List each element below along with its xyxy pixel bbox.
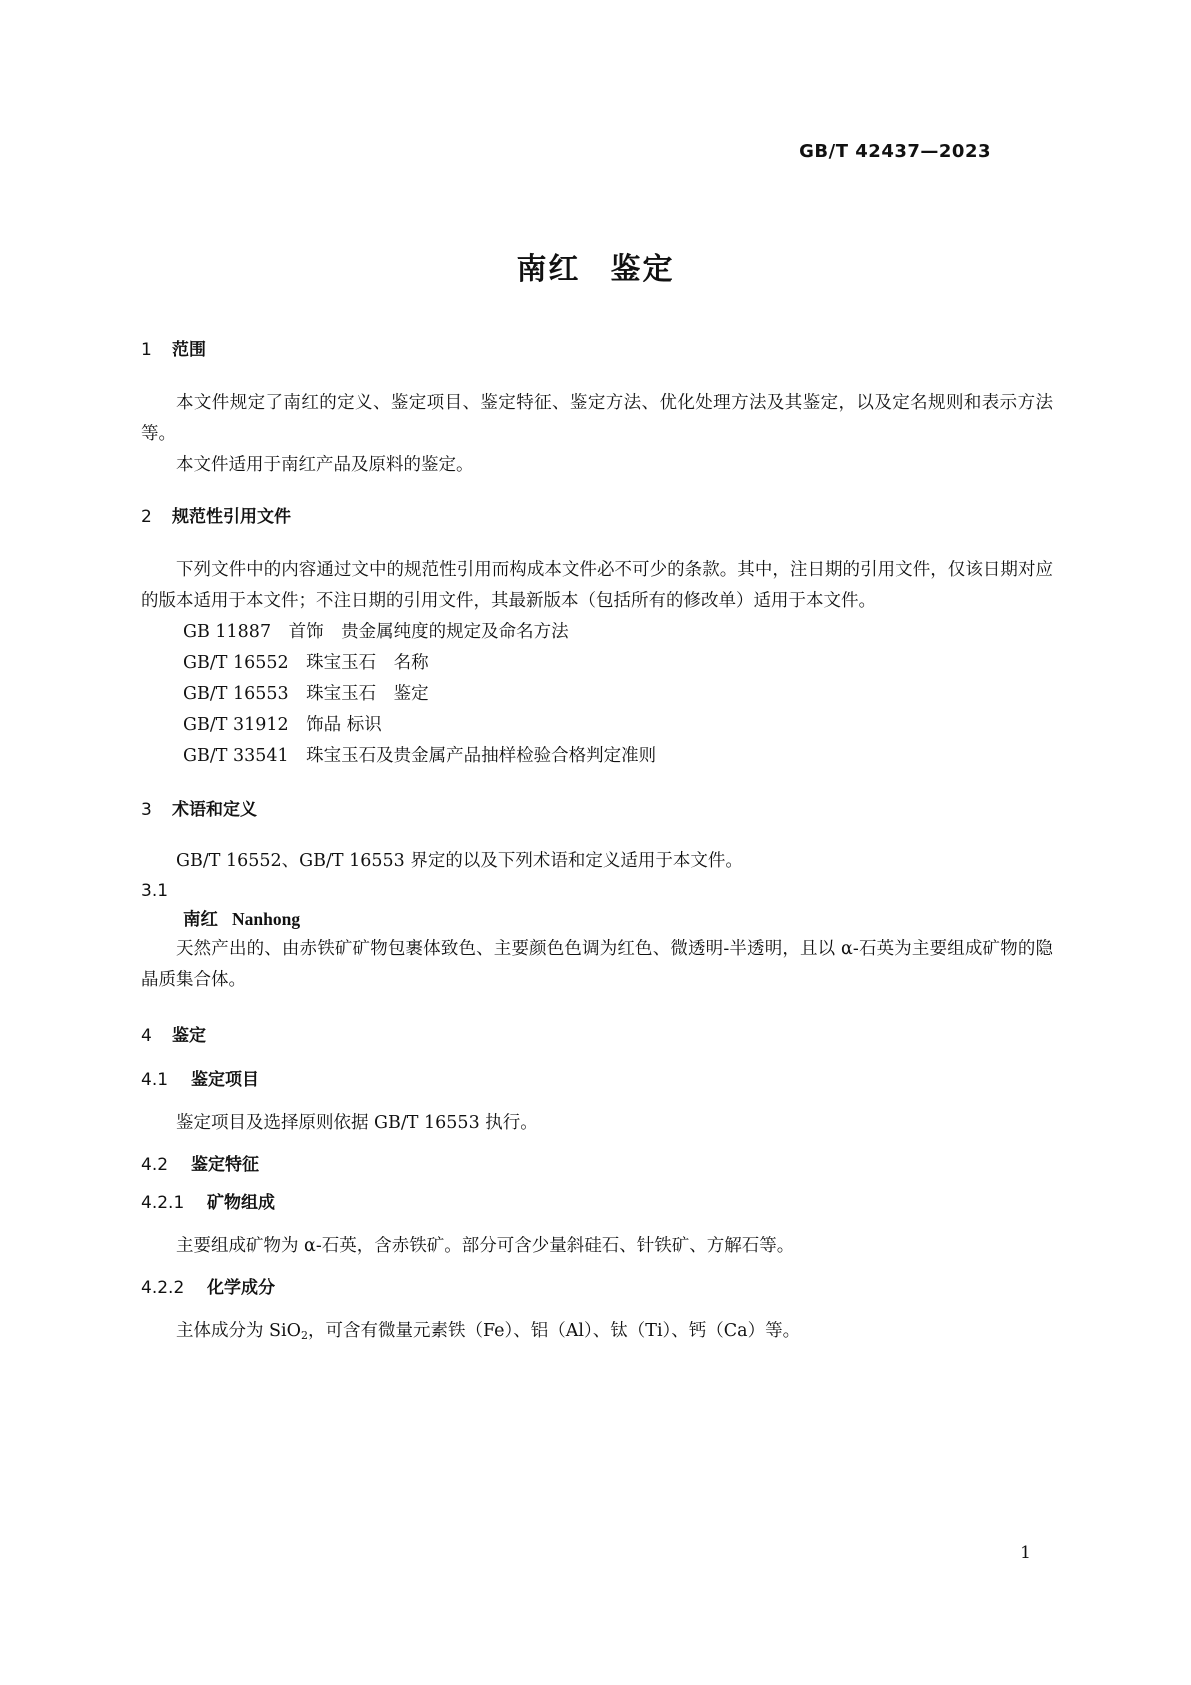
section-title: 鉴定项目 <box>191 1070 259 1090</box>
title-part-2: 鉴定 <box>610 252 675 287</box>
section-4-1-heading <box>141 1068 1053 1092</box>
section-number: 4.2.1 <box>141 1193 185 1213</box>
section-4-heading <box>141 1024 1053 1048</box>
section-title: 化学成分 <box>207 1278 275 1298</box>
section-title: 规范性引用文件 <box>172 507 291 527</box>
section-number: 4.2.2 <box>141 1278 185 1298</box>
page-number: 1 <box>1020 1543 1031 1563</box>
section-title: 矿物组成 <box>207 1193 275 1213</box>
reference-item: GB/T 33541 珠宝玉石及贵金属产品抽样检验合格判定准则 <box>183 746 657 766</box>
document-title <box>0 244 1191 288</box>
chemical-text-b: ，可含有微量元素铁（Fe）、铝（Al）、钛（Ti）、钙（Ca）等。 <box>308 1321 801 1341</box>
section-3-paragraph-1: GB/T 16552、GB/T 16553 界定的以及下列术语和定义适用于本文件。 <box>176 851 743 871</box>
section-4-1-paragraph: 鉴定项目及选择原则依据 GB/T 16553 执行。 <box>176 1113 538 1133</box>
reference-item: GB 11887 首饰 贵金属纯度的规定及命名方法 <box>183 622 569 642</box>
section-number: 4.1 <box>141 1070 169 1090</box>
section-4-2-1-heading <box>141 1191 1053 1215</box>
section-3-heading <box>141 798 1053 822</box>
term-english: Nanhong <box>232 909 301 929</box>
term-definition: 天然产出的、由赤铁矿矿物包裹体致色、主要颜色色调为红色、微透明-半透明，且以 α-石英为主要组成矿物的隐晶质集合体。 <box>141 939 1053 990</box>
reference-item: GB/T 16552 珠宝玉石 名称 <box>183 653 429 673</box>
section-4-2-heading <box>141 1153 1053 1177</box>
document-code: GB/T 42437—2023 <box>799 141 991 162</box>
section-4-2-1-paragraph: 主要组成矿物为 α-石英，含赤铁矿。部分可含少量斜硅石、针铁矿、方解石等。 <box>176 1236 795 1256</box>
section-title: 鉴定特征 <box>191 1155 259 1175</box>
section-4-2-2-paragraph <box>141 1316 1053 1351</box>
term-heading <box>141 905 1053 934</box>
section-title: 术语和定义 <box>172 800 257 820</box>
section-number: 4 <box>141 1026 152 1046</box>
section-number: 1 <box>141 340 152 360</box>
section-1-paragraph-1: 本文件规定了南红的定义、鉴定项目、鉴定特征、鉴定方法、优化处理方法及其鉴定，以及定名规则和表示方法等。 <box>141 393 1053 444</box>
term-chinese: 南红 <box>183 910 218 930</box>
term-number: 3.1 <box>141 881 169 901</box>
section-title: 范围 <box>172 340 206 360</box>
section-1-paragraph-2: 本文件适用于南红产品及原料的鉴定。 <box>176 455 474 475</box>
title-part-1: 南红 <box>516 252 581 287</box>
section-number: 4.2 <box>141 1155 169 1175</box>
section-1-heading <box>141 338 1053 362</box>
reference-item: GB/T 16553 珠宝玉石 鉴定 <box>183 684 429 704</box>
section-2-paragraph-1: 下列文件中的内容通过文中的规范性引用而构成本文件必不可少的条款。其中，注日期的引用文件，仅该日期对应的版本适用于本文件；不注日期的引用文件，其最新版本（包括所有的修改单）适用于本文件。 <box>141 560 1053 611</box>
subscript-2: 2 <box>301 1329 308 1342</box>
section-4-2-2-heading <box>141 1276 1053 1300</box>
reference-item: GB/T 31912 饰品 标识 <box>183 715 382 735</box>
chemical-text-a: 主体成分为 SiO <box>176 1321 301 1341</box>
document-body <box>141 338 1053 1351</box>
section-number: 2 <box>141 507 152 527</box>
section-2-heading <box>141 505 1053 529</box>
section-title: 鉴定 <box>172 1026 206 1046</box>
section-number: 3 <box>141 800 152 820</box>
normative-reference-list <box>141 617 1053 772</box>
